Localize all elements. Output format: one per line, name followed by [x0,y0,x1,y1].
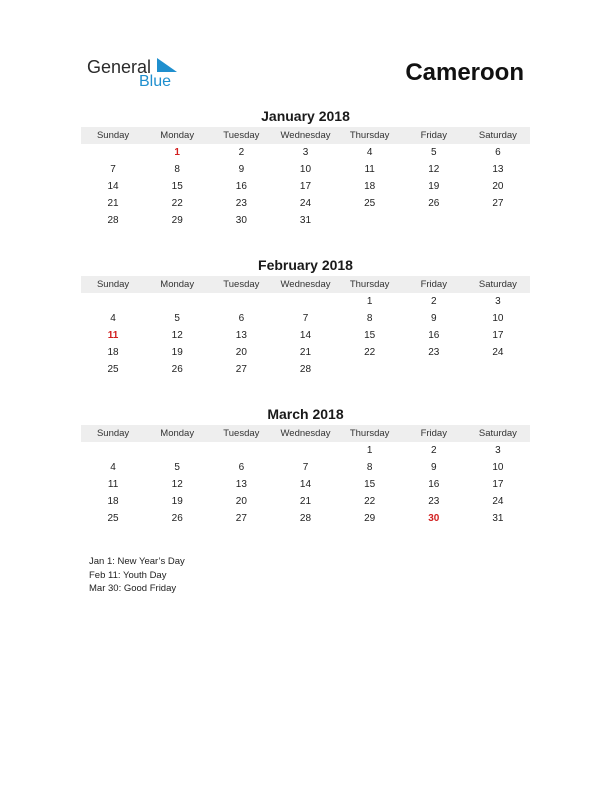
holiday-notes [89,555,185,596]
day-cell: 4 [366,147,373,158]
day-cell: 15 [364,330,376,341]
day-cell: 20 [235,347,247,358]
week-row [81,144,530,161]
week-row [81,327,530,344]
weekday-label: Monday [160,428,195,439]
day-cell: 29 [171,215,183,226]
weekday-label: Wednesday [280,279,331,290]
day-cell: 28 [299,513,312,524]
day-cell: 12 [171,330,183,341]
day-cell: 12 [171,479,183,490]
day-cell: 21 [299,347,312,358]
month-grid [81,144,530,229]
week-row [81,293,530,310]
day-cell: 26 [428,198,440,209]
day-cell: 14 [299,330,312,341]
weekday-label: Sunday [96,428,130,439]
day-cell: 17 [492,479,504,490]
weekday-label: Saturday [478,130,517,141]
weekday-label: Saturday [478,279,517,290]
day-cell: 4 [110,462,116,473]
day-cell: 31 [299,215,312,226]
week-row [81,212,530,229]
week-row [81,178,530,195]
day-cell: 10 [299,164,312,175]
week-row [81,161,530,178]
day-cell: 8 [174,164,180,175]
day-cell: 13 [492,164,504,175]
day-cell: 16 [428,479,440,490]
weekday-label: Saturday [478,428,517,439]
weekday-header [81,425,530,442]
day-cell: 9 [238,164,245,175]
day-cell: 27 [235,513,247,524]
day-cell: 2 [238,147,245,158]
day-cell: 22 [364,347,376,358]
week-row [81,493,530,510]
logo-text-blue: Blue [139,73,172,90]
weekday-label: Friday [420,130,447,141]
day-cell: 5 [174,462,180,473]
day-cell: 2 [430,296,437,307]
weekday-label: Wednesday [280,428,331,439]
day-cell: 22 [171,198,183,209]
month-grid [81,293,530,378]
week-row [81,195,530,212]
day-cell: 28 [299,364,312,375]
day-cell: 9 [430,462,437,473]
day-cell: 13 [235,479,247,490]
day-cell: 28 [107,215,119,226]
day-cell: 3 [495,296,501,307]
week-row [81,344,530,361]
weekday-label: Tuesday [223,279,260,290]
day-cell: 31 [492,513,504,524]
logo [87,56,187,92]
day-cell: 5 [174,313,180,324]
week-row [81,310,530,327]
day-cell: 6 [238,462,245,473]
month-february [81,257,530,378]
day-cell: 20 [235,496,247,507]
day-cell: 21 [107,198,119,209]
month-january [81,108,530,229]
day-cell: 13 [235,330,247,341]
day-cell: 1 [366,445,373,456]
week-row [81,459,530,476]
day-cell: 14 [107,181,119,192]
day-cell: 15 [364,479,376,490]
weekday-label: Thursday [349,279,390,290]
day-cell: 2 [430,445,437,456]
day-cell: 23 [428,347,440,358]
day-cell: 16 [428,330,440,341]
day-cell: 15 [171,181,183,192]
day-cell: 17 [299,181,312,192]
day-cell: 19 [171,496,183,507]
day-cell: 5 [430,147,437,158]
day-cell: 4 [110,313,116,324]
week-row [81,510,530,527]
weekday-label: Sunday [96,279,130,290]
day-cell: 10 [492,462,504,473]
day-cell: 7 [110,164,116,175]
day-cell: 8 [366,462,373,473]
day-cell: 29 [364,513,376,524]
holiday-day-cell: 11 [107,330,119,341]
day-cell: 6 [495,147,501,158]
day-cell: 30 [235,215,247,226]
month-grid [81,442,530,527]
logo-text-general: General [87,57,152,77]
day-cell: 19 [428,181,440,192]
day-cell: 3 [302,147,309,158]
holiday-day-cell: 30 [428,513,440,524]
day-cell: 10 [492,313,504,324]
weekday-label: Monday [160,130,195,141]
weekday-label: Thursday [349,130,390,141]
day-cell: 24 [492,496,504,507]
holiday-note: Mar 30: Good Friday [89,583,177,594]
day-cell: 18 [107,347,119,358]
day-cell: 24 [492,347,504,358]
day-cell: 18 [364,181,376,192]
month-title: January 2018 [261,108,350,124]
month-title: February 2018 [258,257,353,273]
day-cell: 23 [235,198,247,209]
weekday-label: Sunday [96,130,130,141]
weekday-header [81,276,530,293]
day-cell: 9 [430,313,437,324]
weekday-header [81,127,530,144]
week-row [81,476,530,493]
holiday-day-cell: 1 [174,147,180,158]
day-cell: 7 [302,462,309,473]
weekday-label: Friday [420,428,447,439]
day-cell: 14 [299,479,312,490]
week-row [81,442,530,459]
day-cell: 17 [492,330,504,341]
month-title: March 2018 [267,406,344,422]
day-cell: 24 [299,198,312,209]
weekday-label: Tuesday [223,130,260,141]
day-cell: 26 [171,513,183,524]
weekday-label: Monday [160,279,195,290]
day-cell: 23 [428,496,440,507]
day-cell: 16 [235,181,247,192]
day-cell: 8 [366,313,373,324]
day-cell: 11 [107,479,119,490]
day-cell: 22 [364,496,376,507]
weekday-label: Wednesday [280,130,331,141]
week-row [81,361,530,378]
weekday-label: Friday [420,279,447,290]
day-cell: 12 [428,164,440,175]
country-title: Cameroon [405,59,524,86]
day-cell: 20 [492,181,504,192]
day-cell: 26 [171,364,183,375]
day-cell: 18 [107,496,119,507]
day-cell: 25 [364,198,376,209]
day-cell: 3 [495,445,501,456]
day-cell: 27 [492,198,504,209]
weekday-label: Thursday [349,428,390,439]
day-cell: 19 [171,347,183,358]
holiday-note: Jan 1: New Year’s Day [89,556,185,567]
weekday-label: Tuesday [223,428,260,439]
day-cell: 11 [364,164,375,175]
month-march [81,406,530,527]
day-cell: 25 [107,364,119,375]
day-cell: 25 [107,513,119,524]
day-cell: 21 [299,496,312,507]
day-cell: 6 [238,313,245,324]
day-cell: 27 [235,364,247,375]
holiday-note: Feb 11: Youth Day [89,569,167,581]
day-cell: 1 [366,296,373,307]
day-cell: 7 [302,313,309,324]
